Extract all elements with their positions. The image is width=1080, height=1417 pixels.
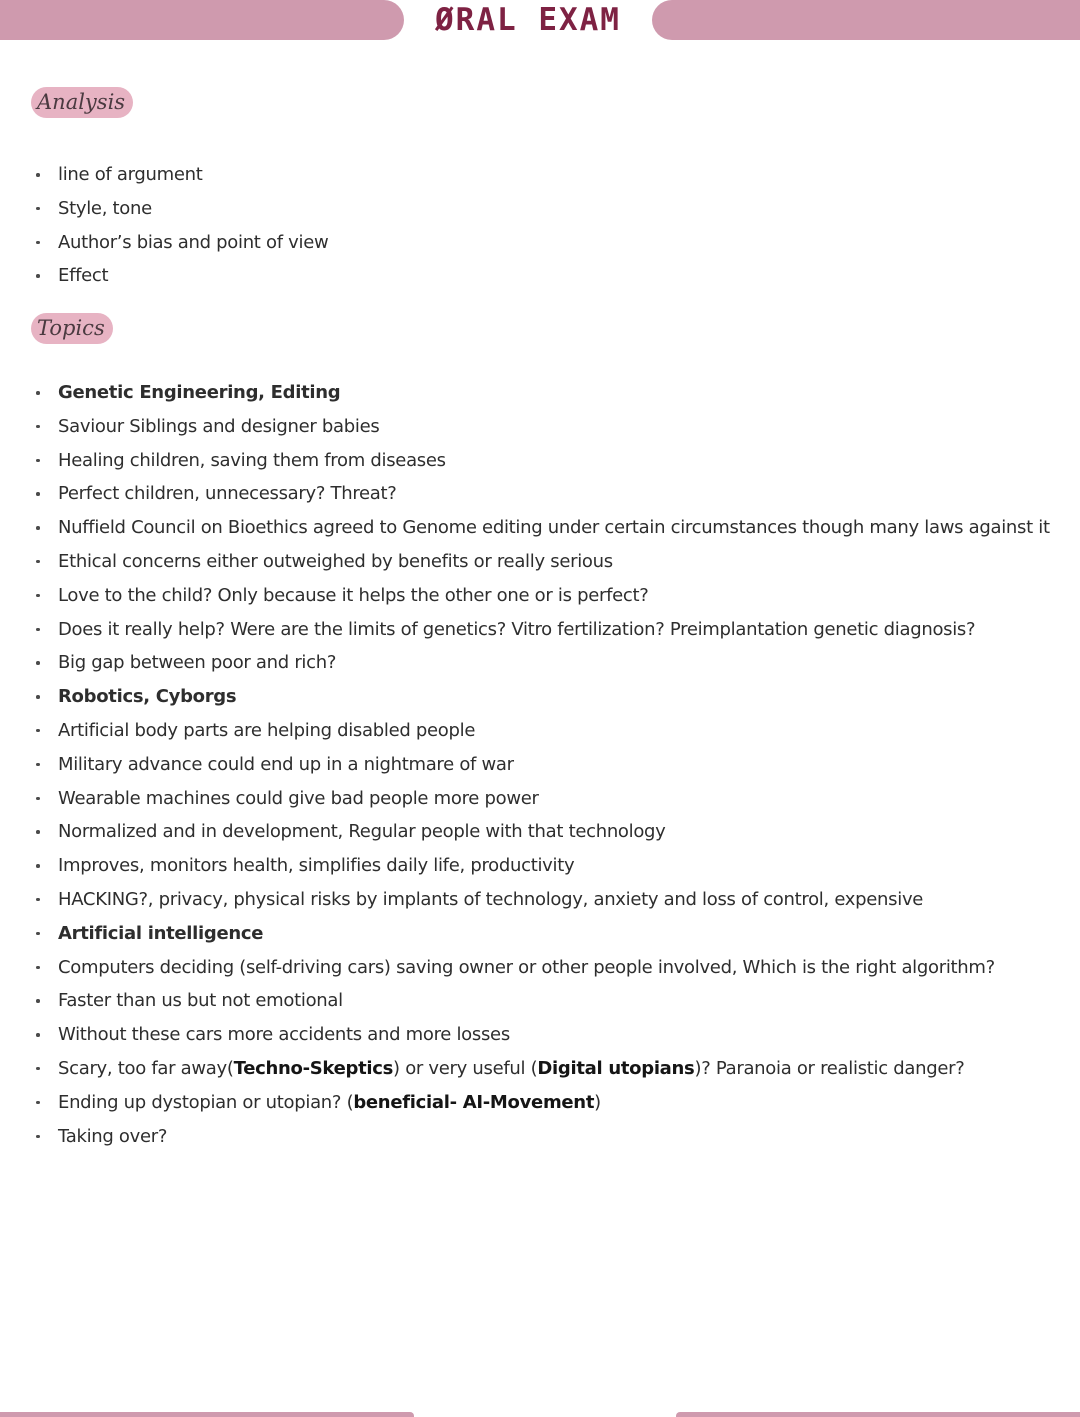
footer-bar-right-decoration <box>676 1412 1080 1417</box>
header-bar <box>0 0 1080 40</box>
topics-list <box>34 376 1050 1153</box>
list-item: HACKING?, privacy, physical risks by implants of technology, anxiety and loss of control, expensive <box>34 883 1050 917</box>
list-item: Normalized and in development, Regular people with that technology <box>34 815 1050 849</box>
analysis-list <box>34 158 328 293</box>
list-item: Without these cars more accidents and more losses <box>34 1018 1050 1052</box>
list-item: Nuffield Council on Bioethics agreed to Genome editing under certain circumstances though many laws against it <box>34 511 1050 545</box>
bold-term-digital-utopians: Digital utopians <box>537 1057 695 1079</box>
topic-heading-artificial-intelligence: Artificial intelligence <box>34 917 1050 951</box>
list-item: Faster than us but not emotional <box>34 984 1050 1018</box>
bold-term-ai-movement: beneficial- AI-Movement <box>353 1091 595 1113</box>
text-segment: )? Paranoia or realistic danger? <box>694 1057 965 1079</box>
footer-bar-left-decoration <box>0 1412 414 1417</box>
list-item: Effect <box>34 259 328 293</box>
list-item <box>34 1086 1050 1120</box>
list-item: line of argument <box>34 158 328 192</box>
list-item: Taking over? <box>34 1120 1050 1154</box>
text-segment: ) <box>594 1091 601 1113</box>
list-item: Does it really help? Were are the limits of genetics? Vitro fertilization? Preimplantation genetic diagnosis? <box>34 613 1050 647</box>
section-label-topics: Topics <box>31 313 113 344</box>
list-item: Saviour Siblings and designer babies <box>34 410 1050 444</box>
list-item: Improves, monitors health, simplifies daily life, productivity <box>34 849 1050 883</box>
text-segment: Scary, too far away( <box>58 1057 234 1079</box>
header-bar-left-decoration <box>0 0 404 40</box>
list-item: Author’s bias and point of view <box>34 226 328 260</box>
list-item: Artificial body parts are helping disabled people <box>34 714 1050 748</box>
list-item: Military advance could end up in a nightmare of war <box>34 748 1050 782</box>
text-segment: Ending up dystopian or utopian? ( <box>58 1091 354 1113</box>
topic-heading-genetic-engineering: Genetic Engineering, Editing <box>34 376 1050 410</box>
section-label-analysis: Analysis <box>31 87 133 118</box>
page-title: ØRAL EXAM <box>435 2 621 38</box>
list-item: Perfect children, unnecessary? Threat? <box>34 477 1050 511</box>
list-item: Love to the child? Only because it helps the other one or is perfect? <box>34 579 1050 613</box>
list-item: Wearable machines could give bad people more power <box>34 782 1050 816</box>
list-item <box>34 1052 1050 1086</box>
list-item: Big gap between poor and rich? <box>34 646 1050 680</box>
bold-term-techno-skeptics: Techno-Skeptics <box>233 1057 394 1079</box>
text-segment: ) or very useful ( <box>393 1057 538 1079</box>
header-bar-right-decoration <box>652 0 1080 40</box>
list-item: Computers deciding (self-driving cars) saving owner or other people involved, Which is the right algorithm? <box>34 951 1050 985</box>
list-item: Ethical concerns either outweighed by benefits or really serious <box>34 545 1050 579</box>
topic-heading-robotics: Robotics, Cyborgs <box>34 680 1050 714</box>
list-item: Style, tone <box>34 192 328 226</box>
list-item: Healing children, saving them from diseases <box>34 444 1050 478</box>
